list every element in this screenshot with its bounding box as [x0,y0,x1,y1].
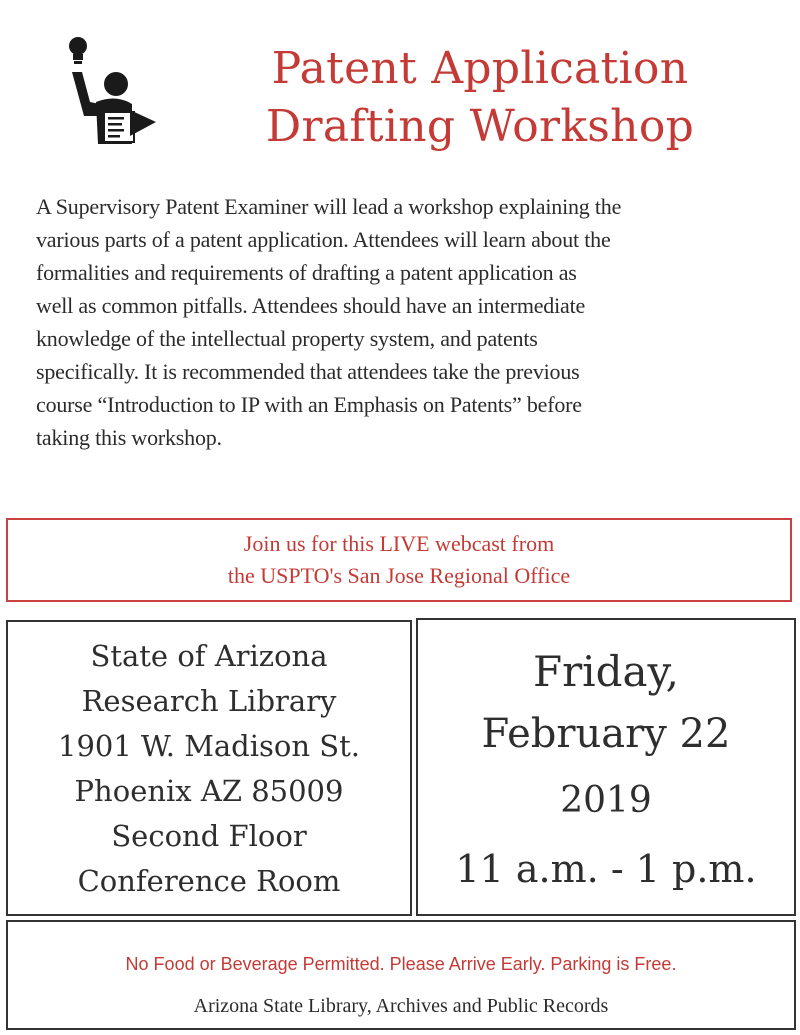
intro-line: A Supervisory Patent Examiner will lead a workshop explaining the [36,194,622,219]
location-line: Research Library [81,684,337,718]
event-day: Friday, [532,647,680,696]
webcast-banner [6,518,792,602]
intro-line: course “Introduction to IP with an Emphasis on Patents” before [36,392,582,417]
title-line-2: Drafting Workshop [265,101,695,152]
event-time: 11 a.m. - 1 p.m. [455,847,757,891]
webcast-line-2: the USPTO's San Jose Regional Office [227,563,571,588]
intro-line: knowledge of the intellectual property system, and patents [36,326,538,351]
event-notice: No Food or Beverage Permitted. Please Arrive Early. Parking is Free. [125,954,677,974]
webcast-line-1: Join us for this LIVE webcast from [243,531,555,556]
presenter-lightbulb-icon [60,32,162,152]
intro-line: formalities and requirements of drafting a patent application as [36,260,577,285]
date-box [416,618,796,916]
location-box [6,620,412,916]
location-line: Conference Room [77,864,341,898]
location-line: Phoenix AZ 85009 [74,774,344,808]
event-year: 2019 [560,780,652,821]
event-month-day: February 22 [481,711,731,757]
intro-line: taking this workshop. [36,425,222,450]
location-line: 1901 W. Madison St. [58,729,360,763]
title-line-1: Patent Application [271,43,689,94]
agency-name: Arizona State Library, Archives and Public Records [193,995,609,1017]
footer-box [6,920,796,1030]
intro-paragraph [36,190,776,454]
intro-line: well as common pitfalls. Attendees should have an intermediate [36,293,586,318]
intro-line: various parts of a patent application. Attendees will learn about the [36,227,611,252]
page-title [205,40,755,156]
location-line: State of Arizona [90,639,328,673]
intro-line: specifically. It is recommended that attendees take the previous [36,359,580,384]
location-line: Second Floor [111,819,307,853]
